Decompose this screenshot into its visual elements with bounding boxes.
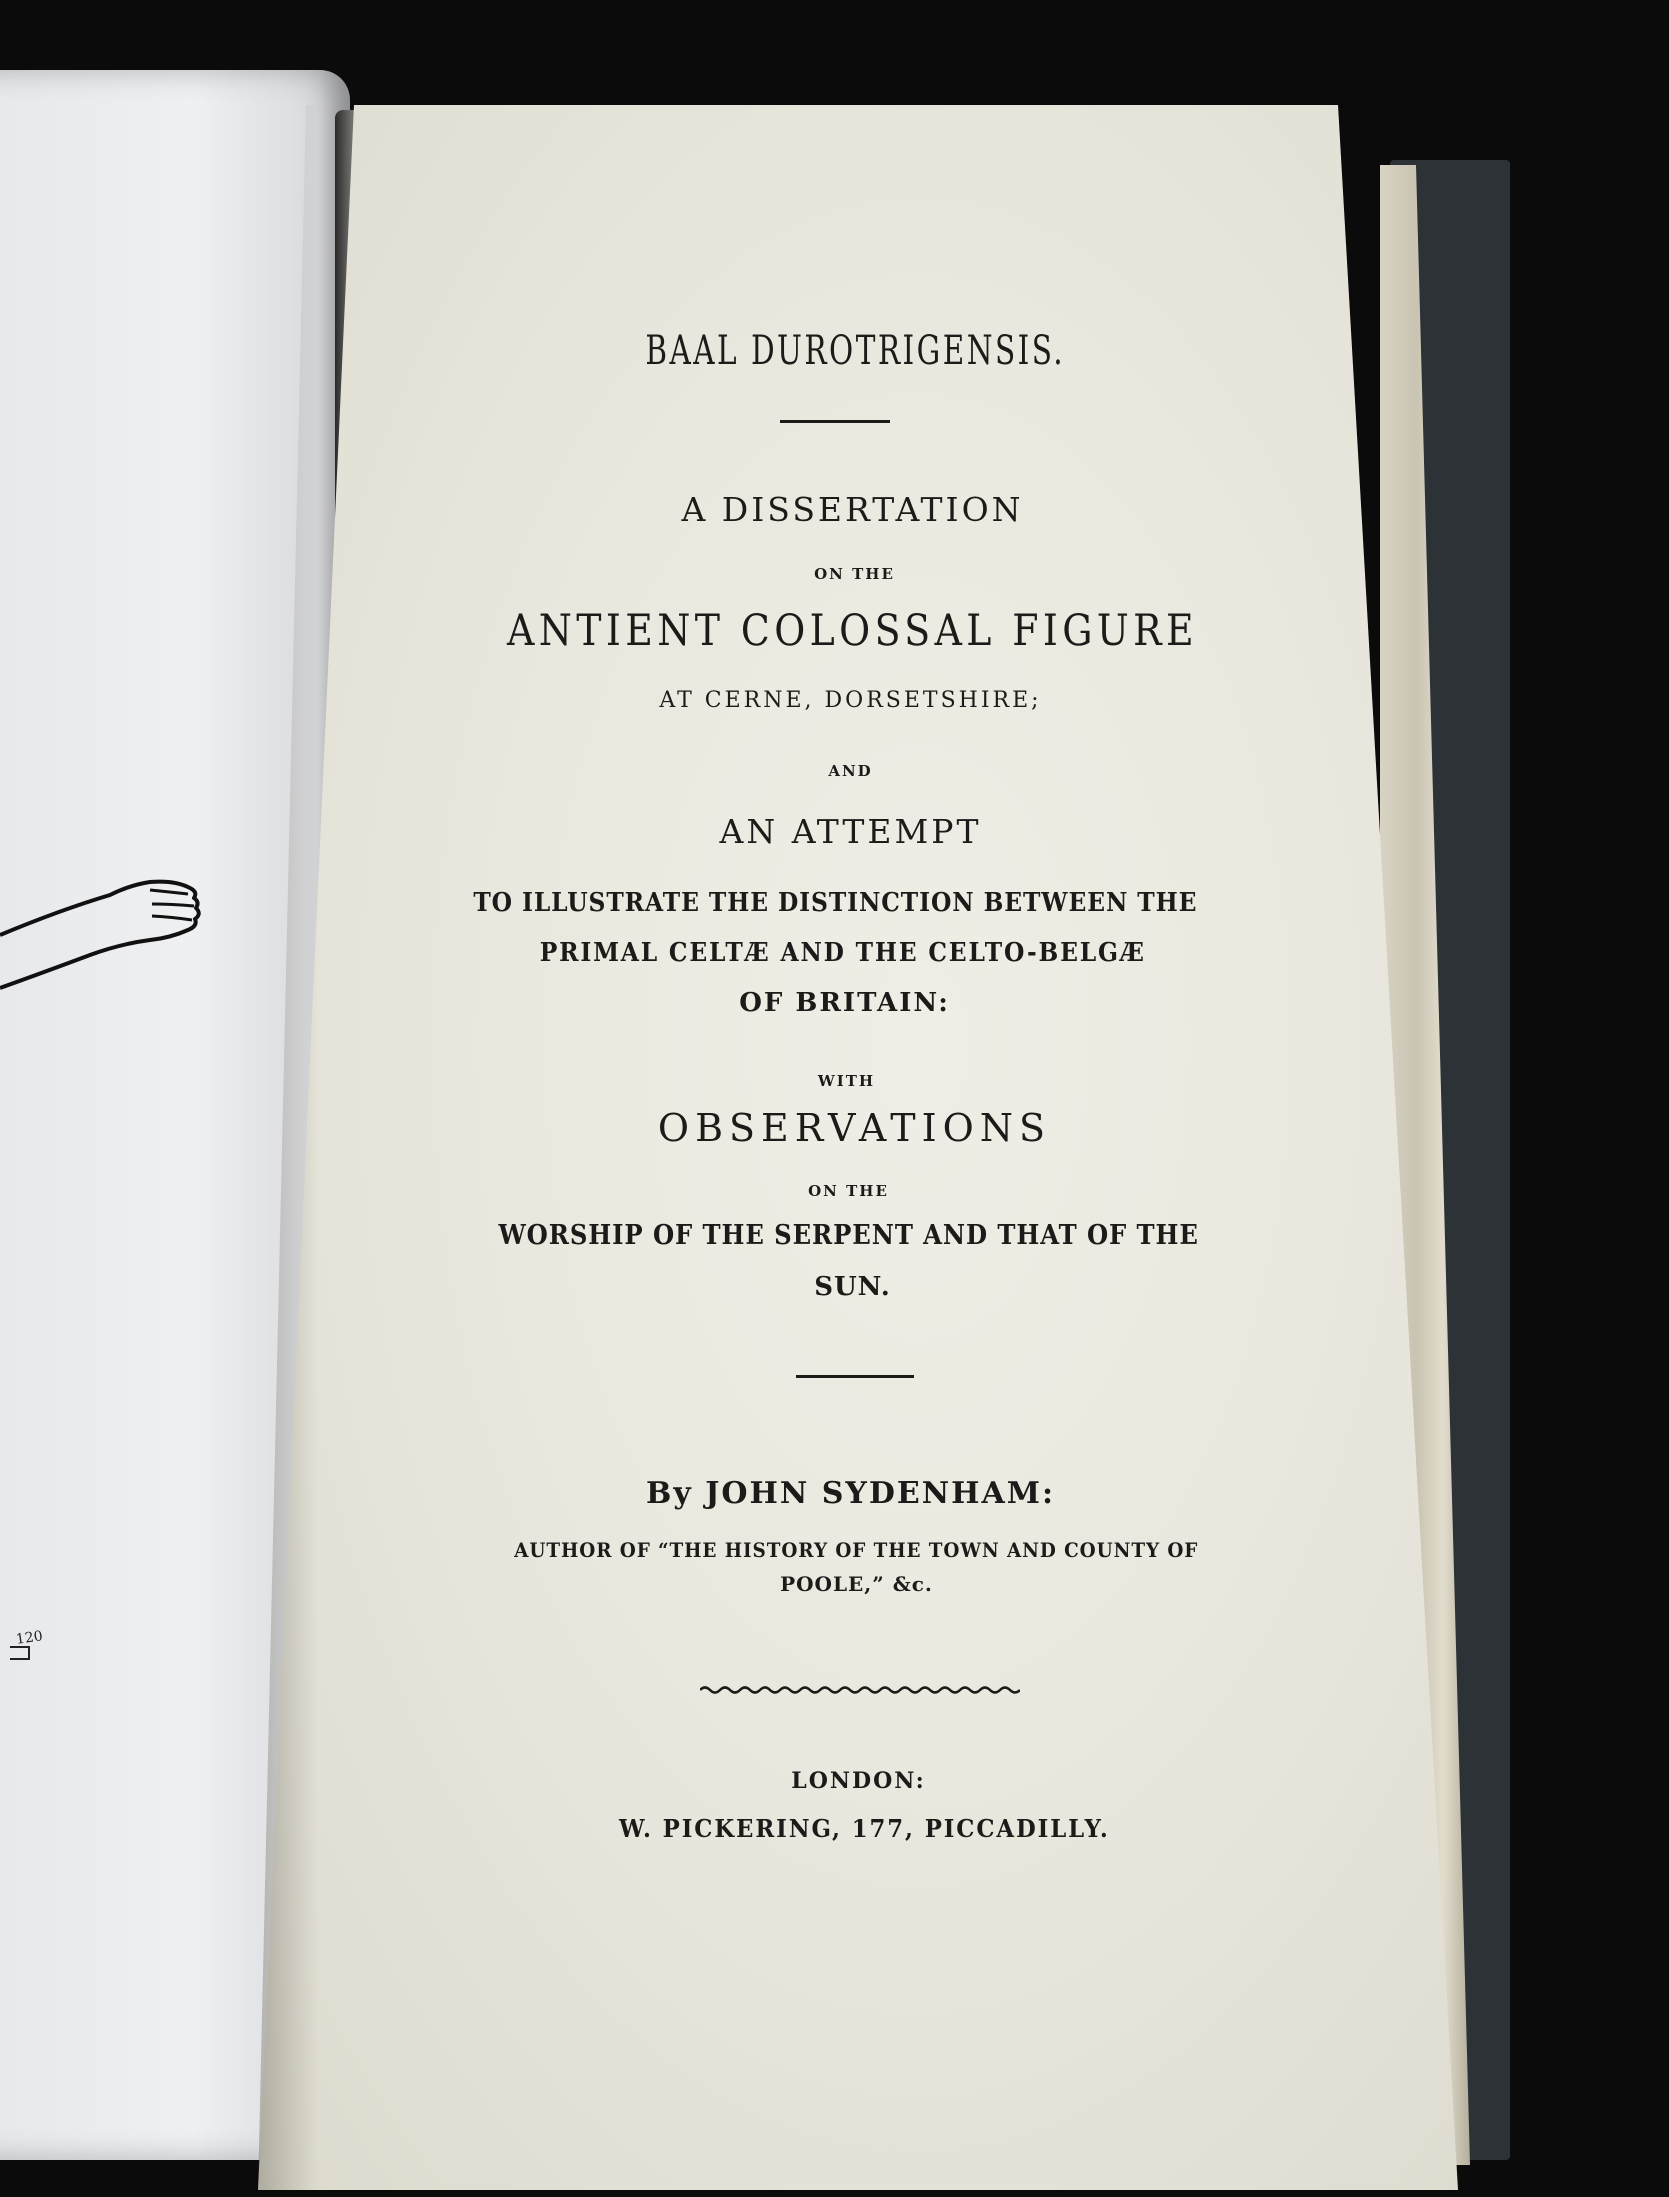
observations-line: OBSERVATIONS [657,1106,1052,1150]
on-the-line-2: ON THE [808,1182,889,1200]
colossal-figure-line: ANTIENT COLOSSAL FIGURE [507,606,1199,656]
location-line: AT CERNE, DORSETSHIRE; [659,688,1042,713]
wavy-ornament-rule [700,1682,1020,1698]
illustrate-line-2: PRIMAL CELTÆ AND THE CELTO-BELGÆ [539,938,1146,968]
main-title: BAAL DUROTRIGENSIS. [645,328,1066,374]
imprint-publisher: W. PICKERING, 177, PICCADILLY. [619,1814,1110,1843]
author-note-line-1: AUTHOR OF “THE HISTORY OF THE TOWN AND COUNTY OF [514,1538,1199,1562]
title-rule [780,420,890,423]
imprint-city: LONDON: [791,1768,926,1794]
attempt-line: AN ATTEMPT [719,812,982,851]
worship-line-2: SUN. [814,1272,891,1302]
plate-scale-mark [10,1630,50,1670]
plate-scale-number: 120 [15,1628,44,1648]
on-the-line-1: ON THE [814,565,895,583]
worship-line-1: WORSHIP OF THE SERPENT AND THAT OF THE [498,1220,1199,1251]
illustrate-line-1: TO ILLUSTRATE THE DISTINCTION BETWEEN THE [473,888,1198,918]
section-rule [796,1375,914,1378]
dissertation-line: A DISSERTATION [681,490,1024,529]
with-line: WITH [817,1072,876,1090]
plate-scale-bracket [10,1646,30,1660]
author-note-line-2: POOLE,” &c. [780,1572,933,1596]
author-line: By JOHN SYDENHAM: [645,1476,1056,1511]
illustrate-line-3: OF BRITAIN: [739,988,950,1018]
and-line: AND [828,762,873,780]
